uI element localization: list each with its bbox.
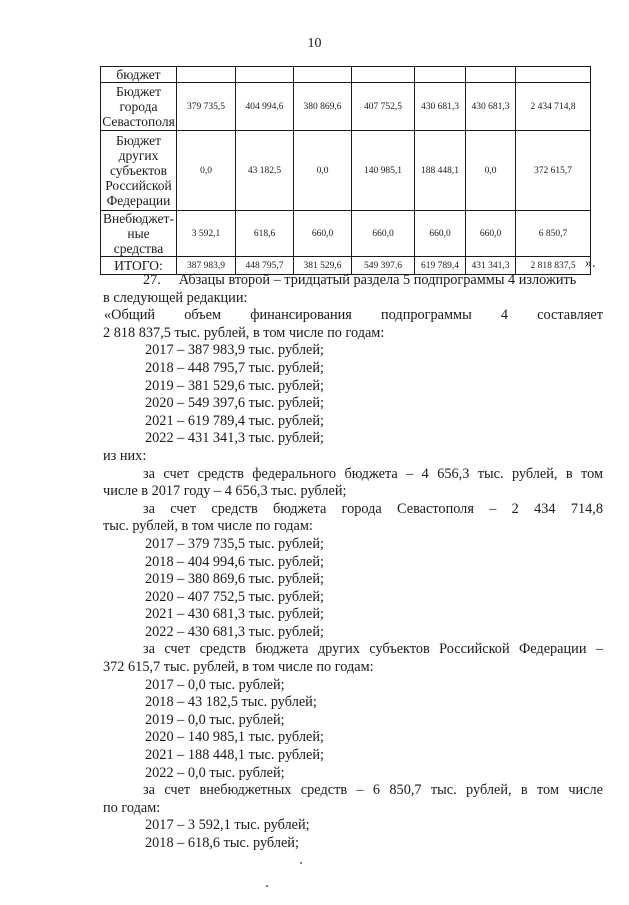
table-cell: 430 681,3 <box>415 83 466 131</box>
item-27-line-2: в следующей редакции: <box>103 289 248 306</box>
year-line: 2017 – 387 983,9 тыс. рублей; <box>145 342 324 359</box>
closing-quote: ». <box>585 256 596 271</box>
table-cell <box>294 67 352 83</box>
total-funding-line-2: 2 818 837,5 тыс. рублей, в том числе по годам: <box>103 324 385 341</box>
year-line: 2019 – 0,0 тыс. рублей; <box>145 711 285 728</box>
table-cell: 618,6 <box>236 211 294 257</box>
total-funding-line-1: «Общий объем финансирования подпрограммы 4 составляет <box>104 307 603 324</box>
year-line: 2020 – 549 397,6 тыс. рублей; <box>145 395 324 412</box>
table-cell <box>352 67 415 83</box>
table-cell: 188 448,1 <box>415 131 466 211</box>
table-cell: 6 850,7 <box>516 211 591 257</box>
row-label: бюджет <box>101 67 177 83</box>
budget-table-body <box>101 67 591 275</box>
year-line: 2018 – 43 182,5 тыс. рублей; <box>145 694 317 711</box>
table-row <box>101 131 591 211</box>
year-line: 2021 – 430 681,3 тыс. рублей; <box>145 606 324 623</box>
table-cell: 448 795,7 <box>236 257 294 275</box>
table-cell <box>466 67 516 83</box>
table-cell: 140 985,1 <box>352 131 415 211</box>
table-row <box>101 83 591 131</box>
table-cell: 372 615,7 <box>516 131 591 211</box>
year-line: 2018 – 618,6 тыс. рублей; <box>145 835 299 851</box>
of-which-label: из них: <box>103 447 147 464</box>
year-line: 2020 – 407 752,5 тыс. рублей; <box>145 588 324 605</box>
year-line: 2017 – 3 592,1 тыс. рублей; <box>145 817 310 834</box>
extrabudget-line-2: по годам: <box>103 799 161 816</box>
table-cell: 379 735,5 <box>177 83 236 131</box>
year-line: 2017 – 0,0 тыс. рублей; <box>145 676 285 693</box>
table-cell: 43 182,5 <box>236 131 294 211</box>
table-cell <box>516 67 591 83</box>
year-line: 2017 – 379 735,5 тыс. рублей; <box>145 535 324 552</box>
years-other-list <box>103 677 603 783</box>
year-line: 2022 – 0,0 тыс. рублей; <box>145 764 285 781</box>
sevastopol-line-1: за счет средств бюджета города Севастополя – 2 434 714,8 <box>143 500 603 517</box>
table-cell: 660,0 <box>415 211 466 257</box>
row-label: Бюджет других субъектов Российской Федерации <box>101 131 177 211</box>
table-cell <box>177 67 236 83</box>
other-subjects-line-1: за счет средств бюджета других субъектов Российской Федерации – <box>143 641 603 658</box>
table-cell: 2 818 837,5 <box>516 257 591 275</box>
year-line: 2018 – 404 994,6 тыс. рублей; <box>145 553 324 570</box>
table-cell: 430 681,3 <box>466 83 516 131</box>
table-cell: 660,0 <box>466 211 516 257</box>
table-cell: 407 752,5 <box>352 83 415 131</box>
other-subjects-line-2: 372 615,7 тыс. рублей, в том числе по годам: <box>103 659 374 676</box>
table-cell: 619 789,4 <box>415 257 466 275</box>
table-row <box>101 211 591 257</box>
year-line: 2021 – 619 789,4 тыс. рублей; <box>145 412 324 429</box>
year-line: 2021 – 188 448,1 тыс. рублей; <box>145 747 324 764</box>
years-total-list <box>103 342 603 448</box>
table-cell: 431 341,3 <box>466 257 516 275</box>
extrabudget-line-1: за счет внебюджетных средств – 6 850,7 тыс. рублей, в том числе <box>143 782 603 799</box>
table-cell <box>236 67 294 83</box>
row-label: Бюджет города Севастополя <box>102 84 175 129</box>
table-cell: 381 529,6 <box>294 257 352 275</box>
federal-line-2: числе в 2017 году – 4 656,3 тыс. рублей; <box>103 483 347 500</box>
years-sevastopol-list <box>103 536 603 642</box>
year-line: 2018 – 448 795,7 тыс. рублей; <box>145 359 324 376</box>
year-line: 2022 – 430 681,3 тыс. рублей; <box>145 623 324 640</box>
sevastopol-line-2: тыс. рублей, в том числе по годам: <box>103 518 313 535</box>
budget-table <box>100 66 591 275</box>
table-cell <box>415 67 466 83</box>
table-cell: 549 397,6 <box>352 257 415 275</box>
table-cell: 660,0 <box>352 211 415 257</box>
table-cell: 3 592,1 <box>177 211 236 257</box>
table-cell: 404 994,6 <box>236 83 294 131</box>
table-cell: 0,0 <box>466 131 516 211</box>
table-cell: 0,0 <box>294 131 352 211</box>
table-cell: 660,0 <box>294 211 352 257</box>
year-line: 2020 – 140 985,1 тыс. рублей; <box>145 729 324 746</box>
year-line: 2019 – 381 529,6 тыс. рублей; <box>145 377 324 394</box>
scan-speck <box>300 862 302 864</box>
row-label: ИТОГО: <box>101 257 177 275</box>
table-cell: 380 869,6 <box>294 83 352 131</box>
document-body <box>103 272 603 853</box>
year-line: 2022 – 431 341,3 тыс. рублей; <box>145 430 324 447</box>
table-cell: 387 983,9 <box>177 257 236 275</box>
page-number: 10 <box>307 36 322 51</box>
item-27-line-1: 27. Абзацы второй – тридцатый раздела 5 подпрограммы 4 изложить <box>143 272 577 288</box>
years-extrabudget-list <box>103 817 603 852</box>
table-cell: 2 434 714,8 <box>516 83 591 131</box>
table-row <box>101 67 591 83</box>
federal-line-1: за счет средств федерального бюджета – 4 656,3 тыс. рублей, в том <box>143 465 603 482</box>
year-line: 2019 – 380 869,6 тыс. рублей; <box>145 571 324 588</box>
table-cell: 0,0 <box>177 131 236 211</box>
row-label: Внебюджет-ные средства <box>101 211 177 257</box>
scan-speck <box>266 885 268 887</box>
